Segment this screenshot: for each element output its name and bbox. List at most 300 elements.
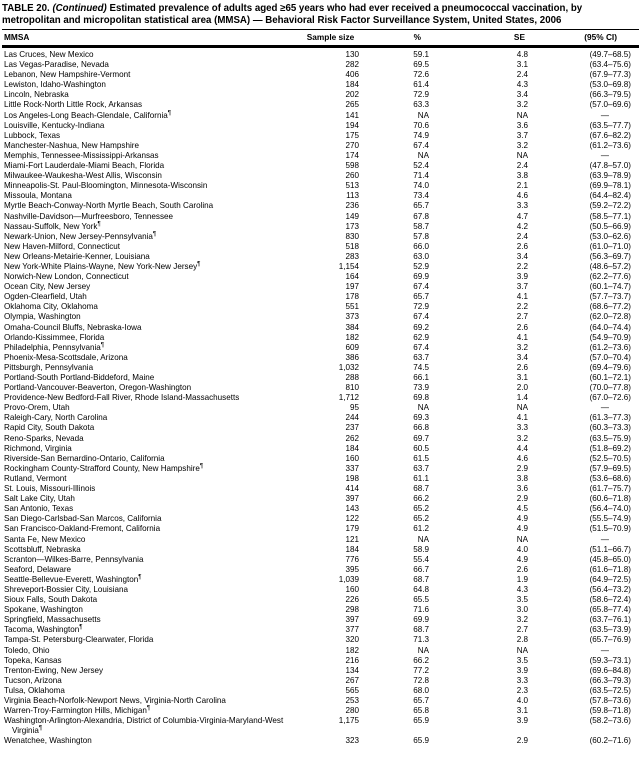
sample-size-cell: 182 — [345, 332, 359, 342]
sample-size-cell: 179 — [345, 524, 359, 534]
percent-cell: 65.5 — [413, 595, 429, 605]
se-cell: NA — [516, 403, 528, 413]
se-cell: 4.1 — [516, 413, 528, 423]
ci-cell: (69.6–84.8) — [589, 665, 631, 675]
sample-size-cell: 598 — [345, 161, 359, 171]
ci-cell: (63.7–76.1) — [589, 615, 631, 625]
sample-size-cell: 113 — [346, 191, 359, 201]
table-row — [2, 252, 639, 262]
se-cell: 3.9 — [516, 665, 528, 675]
table-row — [2, 504, 639, 514]
sample-size-cell: 122 — [345, 514, 359, 524]
mmsa-name-cell: Portland-South Portland-Biddeford, Maine — [4, 373, 155, 382]
mmsa-name-cell: Topeka, Kansas — [4, 655, 62, 665]
mmsa-name-cell: Springfield, Massachusetts — [4, 615, 101, 625]
percent-cell: 66.0 — [413, 241, 429, 251]
percent-cell: 69.5 — [413, 60, 429, 70]
footnote-marker: ¶ — [100, 342, 104, 349]
table-row — [2, 312, 639, 322]
se-cell: 3.4 — [516, 90, 528, 100]
mmsa-name-cell: Norwich-New London, Connecticut — [4, 272, 129, 282]
ci-cell: (60.1–74.7) — [589, 282, 631, 292]
table-row — [2, 635, 639, 645]
sample-size-cell: 260 — [345, 171, 359, 181]
ci-cell: (57.7–73.7) — [589, 292, 631, 302]
sample-size-cell: 160 — [345, 453, 359, 463]
header-row — [2, 30, 639, 47]
percent-cell: 61.4 — [413, 80, 429, 90]
sample-size-cell: 134 — [345, 665, 359, 675]
percent-cell: 66.1 — [413, 373, 429, 382]
table-row — [2, 524, 639, 534]
sample-size-cell: 288 — [345, 373, 359, 382]
table-row — [2, 191, 639, 201]
se-cell: 2.4 — [516, 70, 528, 80]
mmsa-name-cell: Richmond, Virginia — [4, 443, 72, 453]
ci-cell: (61.6–71.8) — [589, 564, 631, 574]
table-row — [2, 333, 639, 343]
mmsa-name-cell: Myrtle Beach-Conway-North Myrtle Beach, South Carolina — [4, 201, 214, 211]
mmsa-name-cell: Scranton—Wilkes-Barre, Pennsylvania — [4, 554, 144, 564]
percent-cell: 67.4 — [413, 282, 429, 292]
footnote-marker: ¶ — [152, 231, 157, 237]
se-cell: 2.9 — [516, 736, 528, 746]
percent-cell: 71.3 — [413, 635, 429, 645]
sample-size-cell: 182 — [345, 645, 359, 655]
se-cell: 3.1 — [516, 373, 528, 382]
table-row — [2, 656, 639, 666]
sample-size-cell: 95 — [349, 403, 359, 413]
mmsa-name-cell: Lewiston, Idaho-Washington — [4, 80, 106, 90]
percent-cell: NA — [417, 403, 429, 413]
se-cell: 3.7 — [516, 130, 528, 140]
footnote-marker: ¶ — [138, 574, 142, 581]
percent-cell: 71.6 — [413, 605, 429, 615]
table-row — [2, 232, 639, 242]
table-row — [2, 706, 639, 716]
se-cell: 3.1 — [516, 60, 528, 70]
ci-cell: (51.1–66.7) — [589, 544, 631, 554]
ci-cell: (57.9–69.5) — [589, 463, 631, 473]
percent-cell: NA — [417, 110, 429, 120]
ci-cell: (57.0–69.6) — [589, 100, 631, 110]
se-cell: 4.7 — [516, 211, 528, 221]
ci-cell: (61.2–73.6) — [589, 342, 631, 352]
sample-size-cell: 565 — [345, 685, 359, 695]
percent-cell: 65.2 — [413, 504, 429, 514]
sample-size-cell: 776 — [345, 554, 359, 564]
sample-size-cell: 810 — [345, 383, 359, 393]
se-cell: 4.3 — [516, 584, 528, 594]
table-row — [2, 70, 639, 80]
percent-cell: 67.8 — [413, 211, 429, 221]
table-row — [2, 555, 639, 565]
mmsa-name-cell: Sioux Falls, South Dakota — [4, 595, 98, 605]
percent-cell: NA — [417, 150, 429, 160]
sample-size-cell: 320 — [345, 635, 359, 645]
ci-cell: — — [600, 645, 609, 655]
mmsa-name-cell: San Antonio, Texas — [4, 504, 74, 514]
mmsa-name-cell: Tacoma, Washington¶ — [4, 624, 83, 635]
ci-cell: (55.5–74.9) — [589, 514, 631, 524]
ci-cell: (53.6–68.6) — [589, 473, 631, 483]
ci-cell: (70.0–77.8) — [589, 383, 631, 393]
sample-size-cell: 280 — [345, 706, 359, 716]
mmsa-name-cell: Miami-Fort Lauderdale-Miami Beach, Florida — [4, 161, 165, 171]
sample-size-cell: 1,032 — [338, 362, 359, 372]
table-row — [2, 494, 639, 504]
footnote-marker: ¶ — [167, 109, 172, 116]
se-cell: 4.3 — [516, 80, 528, 90]
percent-cell: 61.2 — [413, 524, 429, 534]
mmsa-name-cell: Raleigh-Cary, North Carolina — [4, 413, 108, 423]
table-row — [2, 141, 639, 151]
percent-cell: 65.9 — [413, 736, 429, 746]
ci-cell: (68.6–77.2) — [589, 302, 631, 312]
ci-cell: (51.5–70.9) — [589, 524, 631, 534]
table-row — [2, 595, 639, 605]
sample-size-cell: 1,039 — [338, 574, 359, 584]
prevalence-table — [2, 29, 639, 746]
table-row — [2, 676, 639, 686]
se-cell: 3.3 — [516, 675, 528, 685]
se-cell: 3.8 — [516, 473, 528, 483]
sample-size-cell: 397 — [345, 494, 359, 504]
percent-cell: 57.8 — [413, 231, 429, 241]
ci-cell: (57.8–73.6) — [589, 696, 631, 705]
se-cell: 4.9 — [516, 514, 528, 524]
mmsa-name-cell: Little Rock-North Little Rock, Arkansas — [4, 100, 143, 110]
sample-size-cell: 1,712 — [338, 393, 359, 403]
mmsa-name-cell: St. Louis, Missouri-Illinois — [4, 484, 96, 494]
se-cell: 2.8 — [516, 635, 528, 645]
se-cell: 2.7 — [516, 312, 528, 322]
col-header-mmsa: MMSA — [2, 30, 302, 47]
ci-cell: (48.6–57.2) — [589, 261, 631, 271]
mmsa-name-cell: Riverside-San Bernardino-Ontario, California — [4, 453, 165, 463]
percent-cell: 59.1 — [413, 50, 429, 59]
table-row — [2, 171, 639, 181]
ci-cell: (59.2–72.2) — [589, 201, 631, 211]
percent-cell: 66.8 — [413, 423, 429, 433]
mmsa-name-cell: Philadelphia, Pennsylvania¶ — [4, 342, 104, 352]
table-number: TABLE 20. — [2, 3, 50, 14]
se-cell: 3.5 — [516, 655, 528, 665]
sample-size-cell: 197 — [345, 282, 359, 292]
sample-size-cell: 282 — [345, 60, 359, 70]
table-row — [2, 605, 639, 615]
mmsa-name-cell: Pittsburgh, Pennsylvania — [4, 362, 94, 372]
se-cell: NA — [516, 150, 528, 160]
se-cell: 1.4 — [516, 393, 528, 403]
percent-cell: 68.7 — [413, 625, 429, 635]
se-cell: 4.2 — [516, 221, 528, 231]
sample-size-cell: 397 — [345, 615, 359, 625]
se-cell: 3.2 — [516, 615, 528, 625]
table-row — [2, 151, 639, 161]
percent-cell: 65.7 — [413, 292, 429, 302]
ci-cell: — — [600, 403, 609, 413]
se-cell: 3.2 — [516, 100, 528, 110]
table-row — [2, 353, 639, 363]
percent-cell: 70.6 — [413, 120, 429, 130]
se-cell: 4.6 — [516, 453, 528, 463]
sample-size-cell: 130 — [345, 50, 359, 59]
table-row — [2, 60, 639, 70]
table-row — [2, 222, 639, 232]
se-cell: 4.1 — [516, 292, 528, 302]
mmsa-name-cell: Phoenix-Mesa-Scottsdale, Arizona — [4, 352, 128, 362]
percent-cell: 52.9 — [413, 261, 429, 271]
table-row — [2, 242, 639, 252]
mmsa-name-cell: Las Vegas-Paradise, Nevada — [4, 60, 109, 70]
mmsa-name-cell: Lebanon, New Hampshire-Vermont — [4, 70, 131, 80]
mmsa-name-cell: Tucson, Arizona — [4, 675, 62, 685]
sample-size-cell: 395 — [345, 564, 359, 574]
percent-cell: 73.9 — [413, 383, 429, 393]
sample-size-cell: 386 — [345, 352, 359, 362]
ci-cell: (67.6–82.2) — [589, 130, 631, 140]
se-cell: 2.6 — [516, 564, 528, 574]
se-cell: 3.0 — [516, 605, 528, 615]
se-cell: 4.0 — [516, 544, 528, 554]
sample-size-cell: 237 — [345, 423, 359, 433]
percent-cell: 68.7 — [413, 574, 429, 584]
ci-cell: (53.0–62.6) — [589, 231, 631, 241]
se-cell: 3.6 — [516, 484, 528, 494]
se-cell: 2.6 — [516, 322, 528, 332]
footnote-marker: ¶ — [199, 463, 204, 470]
ci-cell: (67.9–77.3) — [589, 70, 631, 80]
mmsa-name-cell: Seattle-Bellevue-Everett, Washington¶ — [4, 574, 142, 584]
ci-cell: (45.8–65.0) — [589, 554, 631, 564]
mmsa-name-cell: Salt Lake City, Utah — [4, 494, 75, 504]
ci-cell: (66.3–79.5) — [589, 90, 631, 100]
percent-cell: 63.3 — [413, 100, 429, 110]
se-cell: 4.9 — [516, 554, 528, 564]
sample-size-cell: 384 — [345, 322, 359, 332]
table-row — [2, 716, 639, 736]
se-cell: 3.6 — [516, 120, 528, 130]
se-cell: NA — [516, 534, 528, 544]
ci-cell: (64.4–82.4) — [589, 191, 631, 201]
percent-cell: 72.6 — [413, 70, 429, 80]
mmsa-name-cell: Omaha-Council Bluffs, Nebraska-Iowa — [4, 322, 142, 332]
ci-cell: (60.2–71.6) — [589, 736, 631, 746]
percent-cell: 69.9 — [413, 615, 429, 625]
table-row — [2, 484, 639, 494]
sample-size-cell: 283 — [345, 251, 359, 261]
mmsa-name-cell: New York-White Plains-Wayne, New York-New Jersey¶ — [4, 261, 201, 271]
percent-cell: 68.0 — [413, 685, 429, 695]
sample-size-cell: 184 — [345, 443, 359, 453]
table-body — [2, 47, 639, 747]
sample-size-cell: 178 — [345, 292, 359, 302]
ci-cell: (61.0–71.0) — [589, 241, 631, 251]
ci-cell: — — [600, 110, 609, 120]
sample-size-cell: 184 — [345, 544, 359, 554]
table-row — [2, 100, 639, 110]
se-cell: 3.3 — [516, 423, 528, 433]
sample-size-cell: 513 — [345, 181, 359, 191]
se-cell: NA — [516, 645, 528, 655]
mmsa-name-cell: Manchester-Nashua, New Hampshire — [4, 140, 139, 150]
percent-cell: 62.9 — [413, 332, 429, 342]
percent-cell: 74.5 — [413, 362, 429, 372]
se-cell: 2.0 — [516, 383, 528, 393]
se-cell: 4.6 — [516, 191, 528, 201]
sample-size-cell: 174 — [345, 150, 359, 160]
se-cell: 2.3 — [516, 685, 528, 695]
se-cell: 2.1 — [516, 181, 528, 191]
table-row — [2, 666, 639, 676]
sample-size-cell: 265 — [345, 100, 359, 110]
mmsa-name-cell: Shreveport-Bossier City, Louisiana — [4, 584, 129, 594]
mmsa-name-cell: Orlando-Kissimmee, Florida — [4, 332, 105, 342]
mmsa-name-cell: Los Angeles-Long Beach-Glendale, California¶ — [4, 109, 172, 120]
mmsa-name-cell: Rapid City, South Dakota — [4, 423, 95, 433]
mmsa-name-cell: Lubbock, Texas — [4, 130, 61, 140]
table-row — [2, 272, 639, 282]
mmsa-name-cell: Virginia Beach-Norfolk-Newport News, Virginia-North Carolina — [4, 696, 226, 705]
mmsa-name-cell: Tulsa, Oklahoma — [4, 685, 65, 695]
se-cell: 3.2 — [516, 140, 528, 150]
se-cell: 4.0 — [516, 696, 528, 705]
sample-size-cell: 337 — [345, 463, 359, 473]
percent-cell: 58.7 — [413, 221, 429, 231]
table-row — [2, 444, 639, 454]
mmsa-name-cell: Tampa-St. Petersburg-Clearwater, Florida — [4, 635, 154, 645]
se-cell: 4.4 — [516, 443, 528, 453]
se-cell: 2.6 — [516, 362, 528, 372]
sample-size-cell: 216 — [345, 655, 359, 665]
mmsa-name-cell: Rutland, Vermont — [4, 473, 67, 483]
sample-size-cell: 830 — [345, 231, 359, 241]
sample-size-cell: 236 — [345, 201, 359, 211]
ci-cell: (63.9–78.9) — [589, 171, 631, 181]
mmsa-name-cell: Portland-Vancouver-Beaverton, Oregon-Washington — [4, 383, 192, 393]
mmsa-name-cell: Provo-Orem, Utah — [4, 403, 70, 413]
ci-cell: (56.3–69.7) — [589, 251, 631, 261]
mmsa-name-cell: Providence-New Bedford-Fall River, Rhode Island-Massachusetts — [4, 393, 240, 403]
table-row — [2, 625, 639, 635]
table-row — [2, 201, 639, 211]
percent-cell: 52.4 — [413, 161, 429, 171]
ci-cell: (61.2–73.6) — [589, 140, 631, 150]
sample-size-cell: 194 — [345, 120, 359, 130]
footnote-marker: ¶ — [146, 705, 151, 712]
se-cell: 2.6 — [516, 241, 528, 251]
mmsa-name-cell: Santa Fe, New Mexico — [4, 534, 86, 544]
table-row — [2, 413, 639, 423]
table-row — [2, 262, 639, 272]
ci-cell: (60.6–71.8) — [589, 494, 631, 504]
sample-size-cell: 373 — [345, 312, 359, 322]
se-cell: 3.4 — [516, 352, 528, 362]
sample-size-cell: 184 — [345, 80, 359, 90]
mmsa-name-cell: Ogden-Clearfield, Utah — [4, 292, 87, 302]
ci-cell: (61.3–77.3) — [589, 413, 631, 423]
percent-cell: 67.4 — [413, 140, 429, 150]
ci-cell: (60.3–73.3) — [589, 423, 631, 433]
table-row — [2, 454, 639, 464]
ci-cell: — — [600, 534, 609, 544]
percent-cell: 66.7 — [413, 564, 429, 574]
se-cell: 2.4 — [516, 231, 528, 241]
percent-cell: 63.0 — [413, 251, 429, 261]
mmsa-name-cell: Las Cruces, New Mexico — [4, 50, 94, 59]
ci-cell: (67.0–72.6) — [589, 393, 631, 403]
table-row — [2, 686, 639, 696]
mmsa-name-cell: Newark-Union, New Jersey-Pennsylvania¶ — [4, 231, 157, 241]
ci-cell: (56.4–73.2) — [589, 584, 631, 594]
footnote-marker: ¶ — [79, 624, 83, 631]
table-row — [2, 545, 639, 555]
percent-cell: 69.3 — [413, 413, 429, 423]
table-row — [2, 514, 639, 524]
ci-cell: (63.5–75.9) — [589, 433, 631, 443]
se-cell: 3.4 — [516, 251, 528, 261]
table-row — [2, 90, 639, 100]
sample-size-cell: 377 — [345, 625, 359, 635]
ci-cell: (66.3–79.3) — [589, 675, 631, 685]
table-row — [2, 383, 639, 393]
sample-size-cell: 1,154 — [338, 261, 359, 271]
mmsa-name-cell: Oklahoma City, Oklahoma — [4, 302, 98, 312]
se-cell: 2.7 — [516, 625, 528, 635]
ci-cell: (60.1–72.1) — [589, 373, 631, 382]
ci-cell: (49.7–68.5) — [589, 50, 631, 59]
percent-cell: 65.8 — [413, 706, 429, 716]
mmsa-name-cell: Olympia, Washington — [4, 312, 81, 322]
percent-cell: 66.2 — [413, 655, 429, 665]
percent-cell: 69.2 — [413, 322, 429, 332]
table-title — [2, 3, 639, 27]
table-header — [2, 30, 639, 47]
sample-size-cell: 149 — [345, 211, 359, 221]
percent-cell: 69.9 — [413, 272, 429, 282]
mmsa-name-cell: Lincoln, Nebraska — [4, 90, 69, 100]
ci-cell: (58.2–73.6) — [589, 716, 631, 726]
percent-cell: 68.7 — [413, 484, 429, 494]
mmsa-name-cell: Scottsbluff, Nebraska — [4, 544, 81, 554]
table-row — [2, 373, 639, 383]
ci-cell: (62.2–77.6) — [589, 272, 631, 282]
percent-cell: 67.4 — [413, 342, 429, 352]
mmsa-name-cell: San Francisco-Oakland-Fremont, California — [4, 524, 161, 534]
table-row — [2, 80, 639, 90]
ci-cell: (52.5–70.5) — [589, 453, 631, 463]
ci-cell: (51.8–69.2) — [589, 443, 631, 453]
se-cell: 4.5 — [516, 504, 528, 514]
mmsa-name-cell: Rockingham County-Strafford County, New Hampshire¶ — [4, 463, 204, 473]
ci-cell: (53.0–69.8) — [589, 80, 631, 90]
table-row — [2, 282, 639, 292]
se-cell: 3.2 — [516, 342, 528, 352]
percent-cell: 63.7 — [413, 463, 429, 473]
ci-cell: (47.8–57.0) — [589, 161, 631, 171]
table-row — [2, 434, 639, 444]
table-row — [2, 535, 639, 545]
table-row — [2, 696, 639, 706]
se-cell: 3.8 — [516, 171, 528, 181]
sample-size-cell: 143 — [345, 504, 359, 514]
se-cell: 3.1 — [516, 706, 528, 716]
se-cell: 2.4 — [516, 161, 528, 171]
table-row — [2, 161, 639, 171]
ci-cell: (69.9–78.1) — [589, 181, 631, 191]
percent-cell: 74.0 — [413, 181, 429, 191]
